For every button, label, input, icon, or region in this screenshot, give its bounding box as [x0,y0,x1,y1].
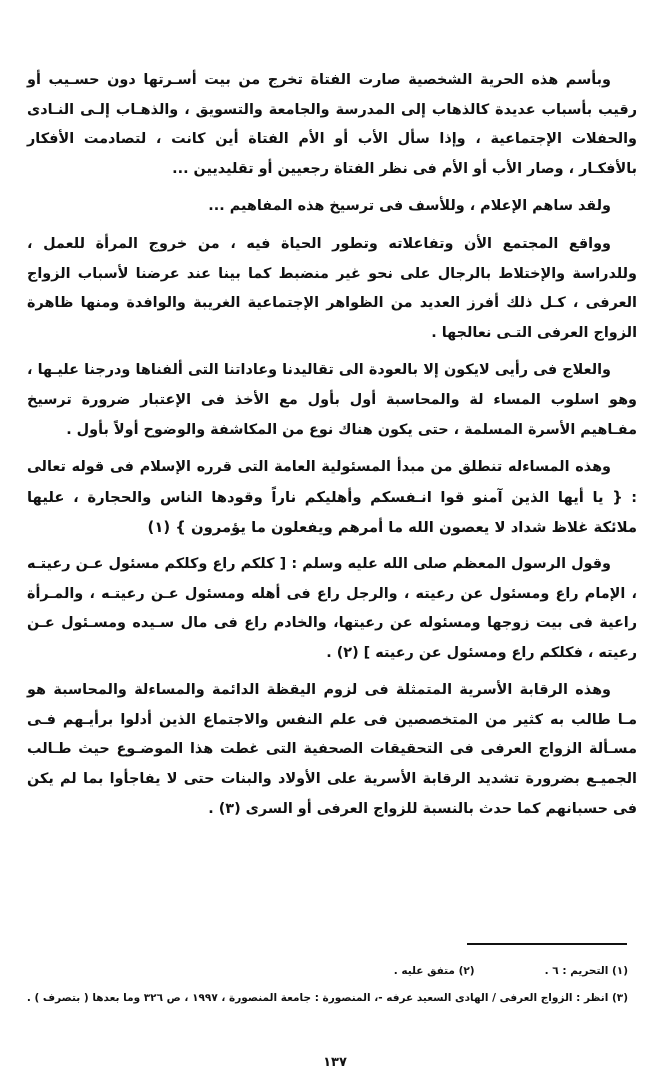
footnote-3: (٣) انظر : الزواج العرفى / الهادى السعيد عرفه -، المنصورة : جامعة المنصورة ، ١٩٩٧ ، ص ٣٢٦ وما بعدها ( بتصرف ) . [26,992,628,1004]
paragraph-4: والعلاج فى رأيى لايكون إلا بالعودة الى تقاليدنا وعاداتنا التى ألفناها ودرجنا عليـها ، وهو اسلوب المساء لة والمحاسبة أول بأول مع الأخذ فى الإعتبار ضرورة ترسيخ مفـاهيم الأسرة المسلمة ، حتى يكون هناك نوع من المكاشفة والوضوح أولاً بأول . [27,362,637,438]
footnote-2: (٢) متفق عليه . [393,965,475,977]
page-number: ١٣٧ [323,1055,347,1070]
paragraph-7: وهذه الرقابة الأسرية المتمثلة فى لزوم اليقظة الدائمة والمساءلة والمحاسبة هو مـا طالب به كثير من المتخصصين فى علم النفس والاجتماع الذين أدلوا برأيـهم فـى مسـألة الزواج العرفى فى التحقيقات الصحفية التى غطت هذا الموضـوع حيث طـالب الجميـع بضرورة تشديد الرقابة الأسرية على الأولاد والبنات حتى لا يفاجأوا بما لم يكن فى حسبانهم كما حدث بالنسبة للزواج العرفى أو السرى (٣) . [27,682,637,817]
paragraph-5 [27,453,637,544]
footnote-row [20,958,628,985]
paragraph-1: وبأسم هذه الحرية الشخصية صارت الفتاة تخرج من بيت أسـرتها دون حسـيب أو رقيب بأسباب عديدة كالذهاب إلى المدرسة والجامعة والتسويق ، والذهـاب إلـى النـادى والحفلات الإجتماعية ، وإذا سأل الأب أو الأم الفتاة أين كانت ، لتصادمت الأفكار بالأفكـار ، وصار الأب أو الأم فى نظر الفتاة رجعيين أو تقليديين ... [27,72,637,177]
quran-verse: { يا أيها الذين آمنو قوا انـفسكم وأهليكم ناراً وقودها الناس والحجارة ، عليها ملائكة غلاظ شداد لا يعصون الله ما أمرهم ويفعلون ما يؤمرون } (١) [27,488,637,537]
paragraph-6: وقول الرسول المعظم صلى الله عليه وسلم : [ كلكم راع وكلكم مسئول عـن رعيتـه ، الإمام راع ومسئول عن رعيته ، والرجل راع فى أهله ومسئول عـن رعيتـه ، والمـرأة راعية فى بيت زوجها ومسئوله عن رعيتها، والخادم راع فى مال سـيده ومسـئول عـن رعيته ، فكلكم راع ومسئول عن رعيته ] (٢) . [27,555,637,661]
body-text [27,66,637,832]
footnotes [20,958,628,1012]
footnote-separator [467,943,627,945]
paragraph-2: ولقد ساهم الإعلام ، وللأسف فى ترسيخ هذه المفاهيم ... [208,198,611,215]
paragraph-5-text: وهذه المساءله تنطلق من مبدأ المسئولية العامة التى قرره الإسلام فى قوله تعالى : [27,459,637,506]
footnote-1: (١) التحريم : ٦ . [544,965,628,977]
paragraph-3: وواقع المجتمع الأن وتفاعلاته وتطور الحياة فيه ، من خروج المرأة للعمل ، وللدراسة والإختلاط بالرجال على نحو غير منضبط كما بينا عند عرضنا لأسباب الزواج العرفى ، كـل ذلك أفرز العديد من الظواهر الإجتماعية الغريبة والوافدة ومنها ظاهرة الزواج العرفى التـى نعالجها . [27,235,637,341]
